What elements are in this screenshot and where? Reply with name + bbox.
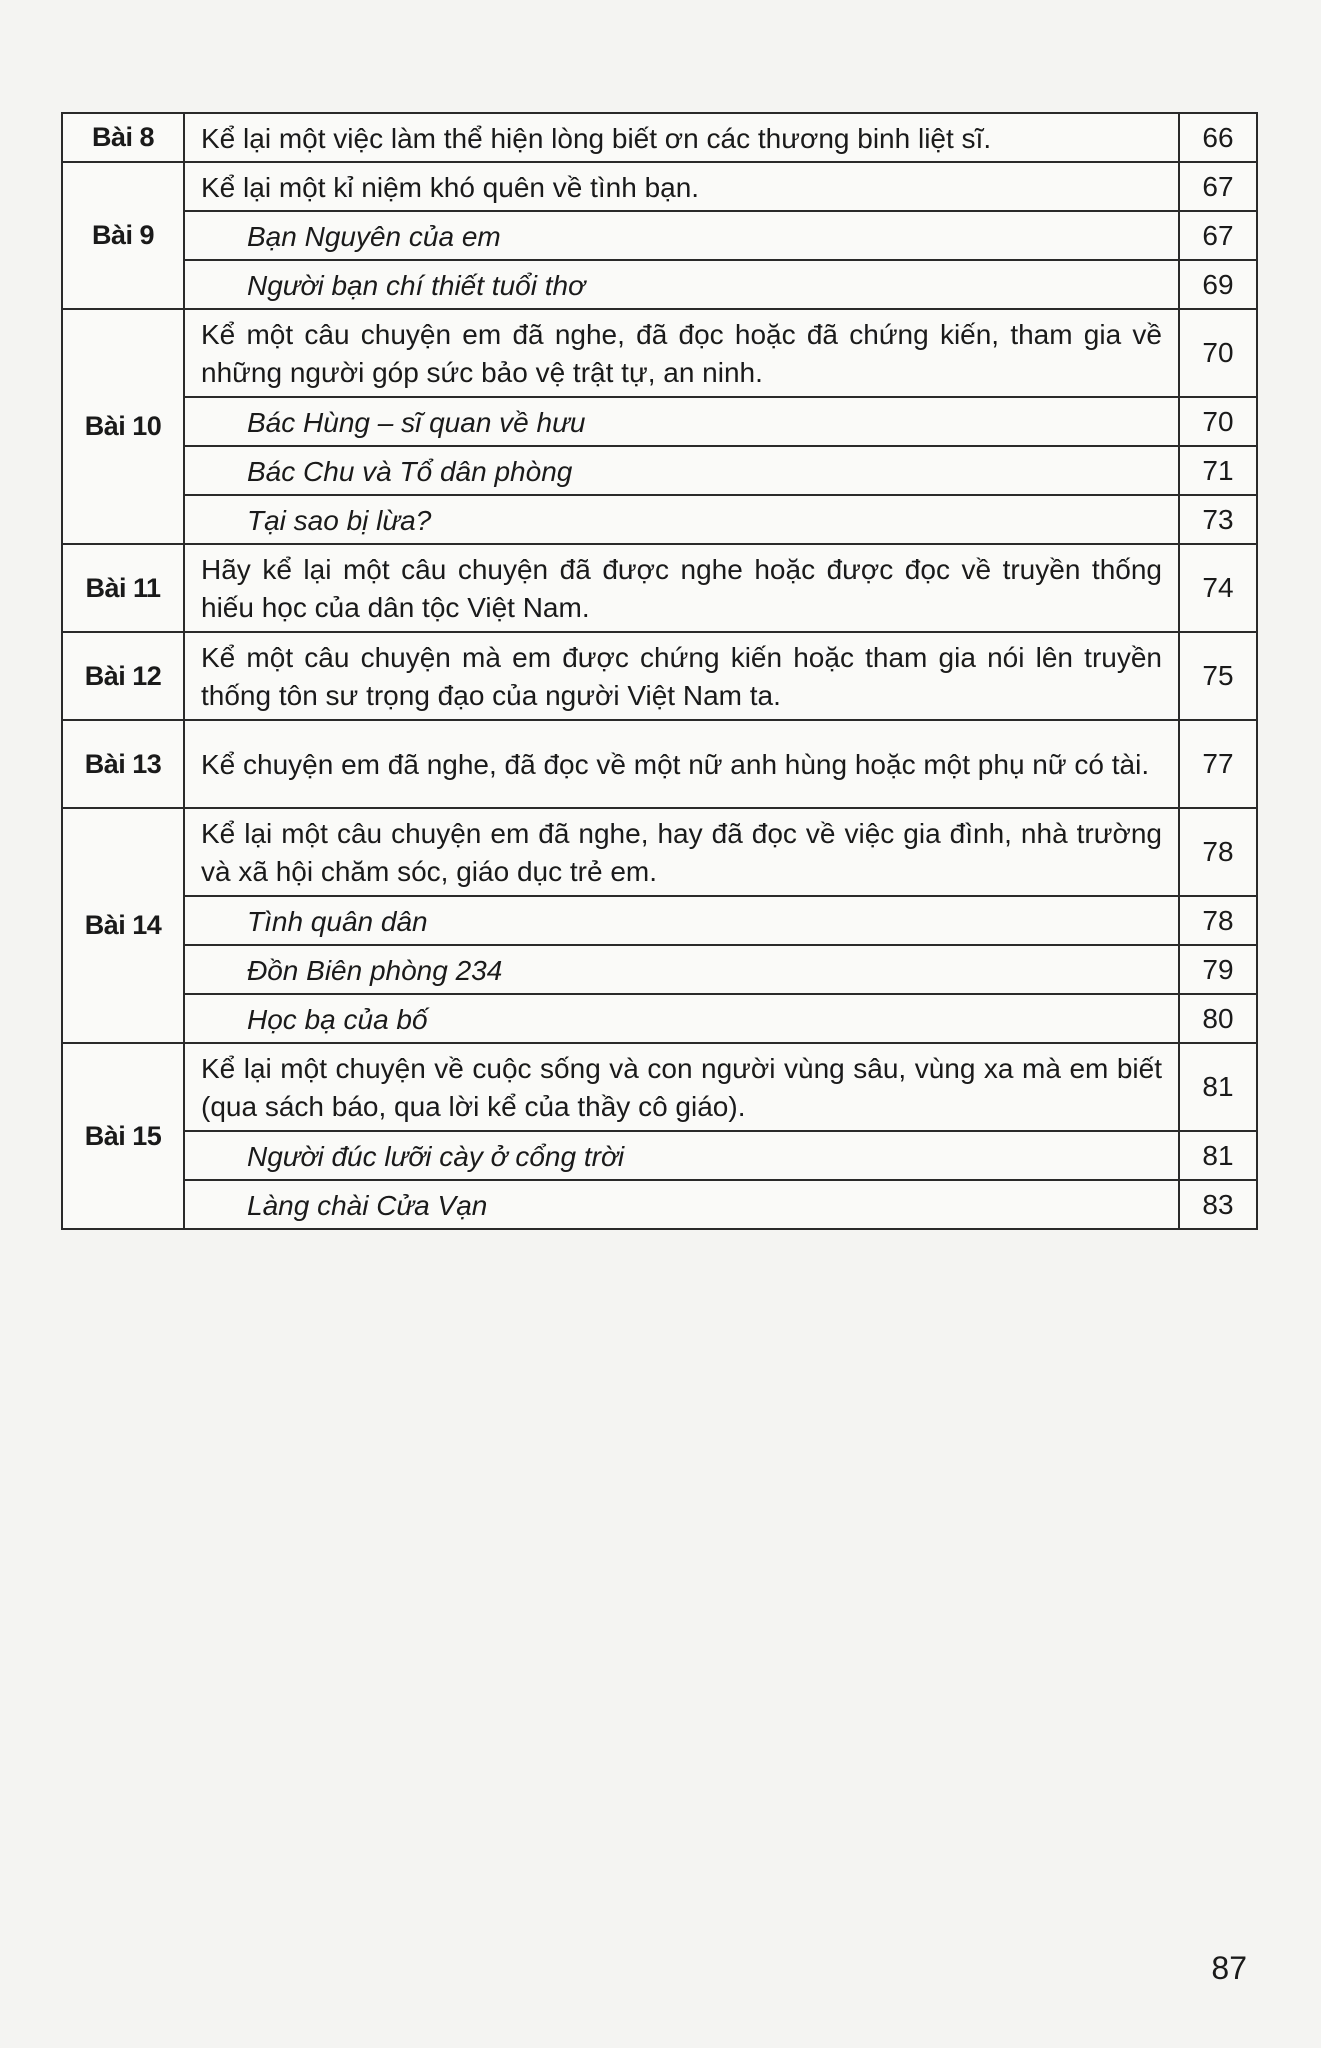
lesson-label: Bài 8 (62, 113, 184, 162)
story-title: Bác Hùng – sĩ quan về hưu (184, 397, 1179, 446)
lesson-label: Bài 9 (62, 162, 184, 309)
toc-row (62, 260, 1257, 309)
page-ref: 70 (1179, 397, 1257, 446)
table-of-contents (61, 112, 1258, 1230)
toc-body (62, 113, 1257, 1229)
page-ref: 80 (1179, 994, 1257, 1043)
page-ref: 67 (1179, 162, 1257, 211)
lesson-label: Bài 12 (62, 632, 184, 720)
page-ref: 79 (1179, 945, 1257, 994)
story-title: Người bạn chí thiết tuổi thơ (184, 260, 1179, 309)
page-ref: 81 (1179, 1043, 1257, 1131)
toc-row (62, 113, 1257, 162)
page-ref: 83 (1179, 1180, 1257, 1229)
toc-row (62, 446, 1257, 495)
exercise-prompt: Kể một câu chuyện em đã nghe, đã đọc hoặc đã chứng kiến, tham gia về những người góp sức bảo vệ trật tự, an ninh. (184, 309, 1179, 397)
toc-row (62, 309, 1257, 397)
exercise-prompt: Kể lại một việc làm thể hiện lòng biết ơn các thương binh liệt sĩ. (184, 113, 1179, 162)
toc-row (62, 1131, 1257, 1180)
page-ref: 78 (1179, 808, 1257, 896)
toc-row (62, 495, 1257, 544)
lesson-label: Bài 14 (62, 808, 184, 1043)
story-title: Đồn Biên phòng 234 (184, 945, 1179, 994)
story-title: Tại sao bị lừa? (184, 495, 1179, 544)
page-ref: 69 (1179, 260, 1257, 309)
toc-row (62, 994, 1257, 1043)
page-ref: 73 (1179, 495, 1257, 544)
story-title: Người đúc lưỡi cày ở cổng trời (184, 1131, 1179, 1180)
story-title: Làng chài Cửa Vạn (184, 1180, 1179, 1229)
toc-row (62, 544, 1257, 632)
toc-row (62, 211, 1257, 260)
toc-row (62, 632, 1257, 720)
page-ref: 81 (1179, 1131, 1257, 1180)
exercise-prompt: Kể lại một chuyện về cuộc sống và con người vùng sâu, vùng xa mà em biết (qua sách báo, qua lời kể của thầy cô giáo). (184, 1043, 1179, 1131)
toc-row (62, 397, 1257, 446)
story-title: Bạn Nguyên của em (184, 211, 1179, 260)
story-title: Bác Chu và Tổ dân phòng (184, 446, 1179, 495)
story-title: Tình quân dân (184, 896, 1179, 945)
lesson-label: Bài 11 (62, 544, 184, 632)
exercise-prompt: Kể chuyện em đã nghe, đã đọc về một nữ anh hùng hoặc một phụ nữ có tài. (184, 720, 1179, 808)
toc-row (62, 896, 1257, 945)
page-ref: 67 (1179, 211, 1257, 260)
lesson-label: Bài 13 (62, 720, 184, 808)
toc-row (62, 945, 1257, 994)
page-ref: 74 (1179, 544, 1257, 632)
exercise-prompt: Kể lại một kỉ niệm khó quên về tình bạn. (184, 162, 1179, 211)
page-ref: 78 (1179, 896, 1257, 945)
exercise-prompt: Kể lại một câu chuyện em đã nghe, hay đã đọc về việc gia đình, nhà trường và xã hội chăm sóc, giáo dục trẻ em. (184, 808, 1179, 896)
toc-row (62, 720, 1257, 808)
toc-row (62, 162, 1257, 211)
page-ref: 77 (1179, 720, 1257, 808)
page-ref: 75 (1179, 632, 1257, 720)
lesson-label: Bài 15 (62, 1043, 184, 1229)
page-number: 87 (1211, 1950, 1247, 1986)
exercise-prompt: Hãy kể lại một câu chuyện đã được nghe hoặc được đọc về truyền thống hiếu học của dân tộc Việt Nam. (184, 544, 1179, 632)
toc-row (62, 1180, 1257, 1229)
toc-row (62, 1043, 1257, 1131)
lesson-label: Bài 10 (62, 309, 184, 544)
page-ref: 66 (1179, 113, 1257, 162)
exercise-prompt: Kể một câu chuyện mà em được chứng kiến hoặc tham gia nói lên truyền thống tôn sư trọng đạo của người Việt Nam ta. (184, 632, 1179, 720)
story-title: Học bạ của bố (184, 994, 1179, 1043)
toc-row (62, 808, 1257, 896)
page-ref: 71 (1179, 446, 1257, 495)
page-ref: 70 (1179, 309, 1257, 397)
